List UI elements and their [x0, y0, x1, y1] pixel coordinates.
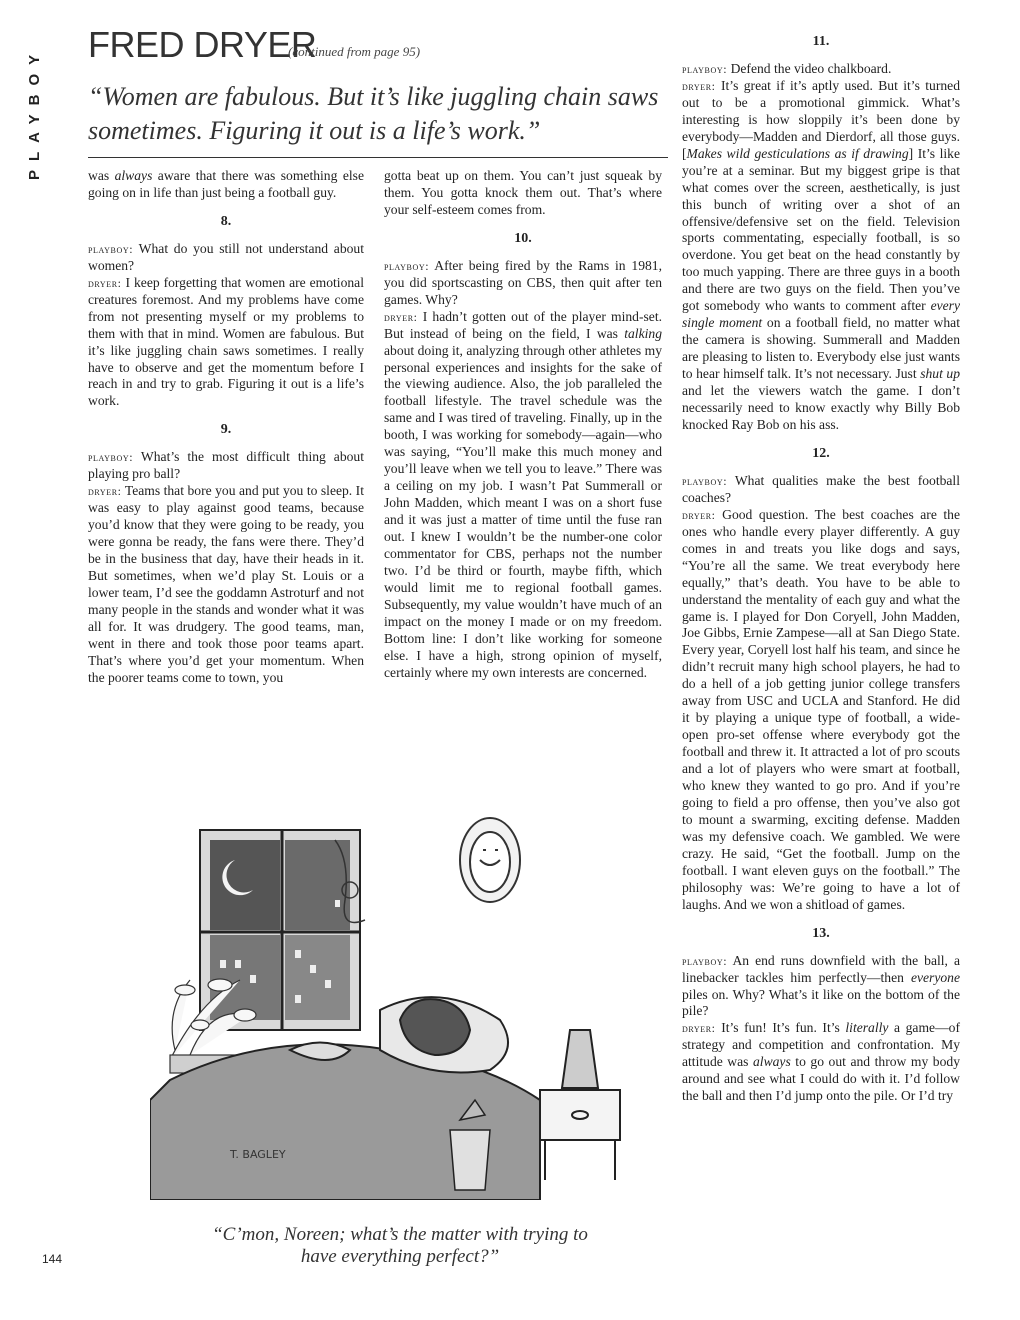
answer: dryer: I hadn’t gotten out of the player mind-set. But instead of being on the field, I was talking about doing it, analyzing through other athletes my personal experiences and insights for the sake of the viewing audience. Also, the job paralleled the football lifestyle. The travel schedule was the same and I was tired of traveling. Finally, up in the booth, I was working for somebody—again—who was saying, “You’ll make this much money and you’ll leave when we tell you to leave.” There was a ceiling on my job. I wasn’t Pat Summerall or John Madden, which meant I was on a short fuse and it was just a matter of time until the fuse ran out. I knew I wouldn’t be the number-one color commentator for CBS, perhaps not the number two. I’d be third or fourth, maybe fifth, which would limit me to regional football games. Subsequently, my value wouldn’t have much of an impact on the money I made or on my freedom. Bottom line: I don’t like working for someone else. I have a high, strong opinion of myself, certainly where my own interests are concerned. — [384, 308, 662, 680]
answer: dryer: It’s fun! It’s fun. It’s literally a game—of strategy and competition and confrontation. My attitude was always to go out and throw my body around and see what I could do with it. I’d follow the ball and then I’d jump onto the pile. Or I’d try — [682, 1020, 960, 1104]
magazine-name: PLAYBOY — [26, 45, 43, 180]
column-2 — [384, 168, 662, 682]
metronome-icon — [562, 1030, 598, 1088]
section-number: 13. — [812, 925, 830, 941]
page-number: 144 — [42, 1252, 63, 1266]
section-number: 8. — [220, 213, 232, 229]
section-number: 10. — [514, 230, 532, 246]
answer: dryer: Teams that bore you and put you to sleep. It was easy to play against good teams, because you’d know that they were going to be ready, you were gonna be ready, the fans were there. They’d be in the business that day, have their heads in it. But sometimes, when we’d play St. Louis or a lower team, I’d see the goddamn Astroturf and not many people in the stands and wonder what it was all for. It was drudgery. The good teams, man, went in there and took those poor teams apart. That’s where you’d get your momentum. When the poorer teams come to town, you — [88, 483, 364, 685]
article-title: FRED DRYER — [88, 24, 317, 65]
mirror-icon — [460, 818, 520, 902]
magazine-vertical-label — [26, 30, 46, 190]
cartoon-illustration — [150, 800, 650, 1200]
cartoon-caption — [150, 1224, 650, 1268]
question: playboy: An end runs downfield with the ball, a linebacker tackles him perfectly—then everyone piles on. Why? What’s it like on the bottom of the pile? — [682, 952, 960, 1019]
nightstand-icon — [540, 1030, 620, 1180]
artist-signature: T. BAGLEY — [230, 1148, 286, 1161]
paragraph: gotta beat up on them. You can’t just squeak by them. You gotta knock them out. That’s where your self-esteem comes from. — [384, 168, 662, 217]
column-1 — [88, 168, 364, 687]
answer: dryer: Good question. The best coaches are the ones who handle every player differently. A guy comes in and treats you like dogs and says, “You’re all the same. We treat everybody here equally,” that’s death. You have to be able to understand the mentality of each guy and what the game is. I played for Don Coryell, John Madden, Joe Gibbs, Ernie Zampese—all at San Diego State. Every year, Coryell lost half his team, and since he didn’t recruit many high school players, he had to do a hell of a job getting junior college transfers away from USC and UCLA and Stanford. He did it by playing a unique type of football, a wide-open pro-set offense where everybody got the football and threw it. It attracted a lot of pro scouts and a lot of players who were smart at football, who knew they wanted to go pro. And if you’re going to field a pro offense, then you’ve also got to mount a swarming, exciting defense. Madden was my defensive coach. We gambled. We were crazy. He said, “Get the football. Jump on the football. I want eleven guys on the football.” The philosophy was: We’re going to have a lot of laughs. And we won a shitload of games. — [682, 506, 960, 912]
paragraph: was always aware that there was something else going on in life than just being a football guy. — [88, 168, 364, 200]
answer: dryer: I keep forgetting that women are emotional creatures foremost. And my problems have come from not presenting myself or my problems to them with that in mind. Women are fabulous. But it’s like juggling chain saws sometimes. I really have to observe and get the momentum before I reach in and try to grab. Figuring it out is a life’s work. — [88, 274, 364, 409]
section-number: 9. — [220, 422, 232, 438]
question: playboy: What do you still not understand about women? — [88, 240, 364, 273]
header-rule — [88, 157, 668, 158]
section-number: 12. — [812, 445, 830, 461]
question: playboy: After being fired by the Rams in 1981, you did sportscasting on CBS, then quit after ten games. Why? — [384, 257, 662, 307]
question: playboy: Defend the video chalkboard. — [682, 60, 892, 76]
continued-note: (continued from page 95) — [288, 44, 421, 59]
window-icon — [200, 830, 360, 1030]
answer: dryer: It’s great if it’s aptly used. But it’s turned out to be a promotional gimmick. What’s interesting is how sloppily it’s been done by everybody—Madden and Dierdorf, all those guys. [Makes wild gesticulations as if drawing] It’s like you’re at a seminar. But my biggest gripe is that what comes over the screen, aesthetically, is just this bunch of writing over a shot of an offensive/defensive set on the field. Television sports commentating, especially football, is so overdone. You get beat on the head constantly by too much yapping. There are three guys in a booth and there are two guys on the field. Then you’ve got somebody who wants to comment after every single moment on a football field, no matter what the camera is showing. Summerall and Madden are pleasing to listen to. Everybody else just wants to hear himself talk. It’s not necessary. Just shut up and let the viewers watch the game. I don’t necessarily need to know exactly why Billy Bob knocked Ray Bob on his ass. — [682, 77, 960, 432]
caption-line: “C’mon, Noreen; what’s the matter with trying to — [212, 1224, 588, 1245]
pull-quote: “Women are fabulous. But it’s like juggling chain saws sometimes. Figuring it out is a life’s work.” — [88, 82, 659, 145]
question: playboy: What qualities make the best football coaches? — [682, 472, 960, 505]
caption-line: have everything perfect?” — [300, 1246, 500, 1267]
section-number: 11. — [812, 34, 830, 49]
column-3 — [682, 34, 960, 1105]
question: playboy: What’s the most difficult thing about playing pro ball? — [88, 449, 364, 482]
